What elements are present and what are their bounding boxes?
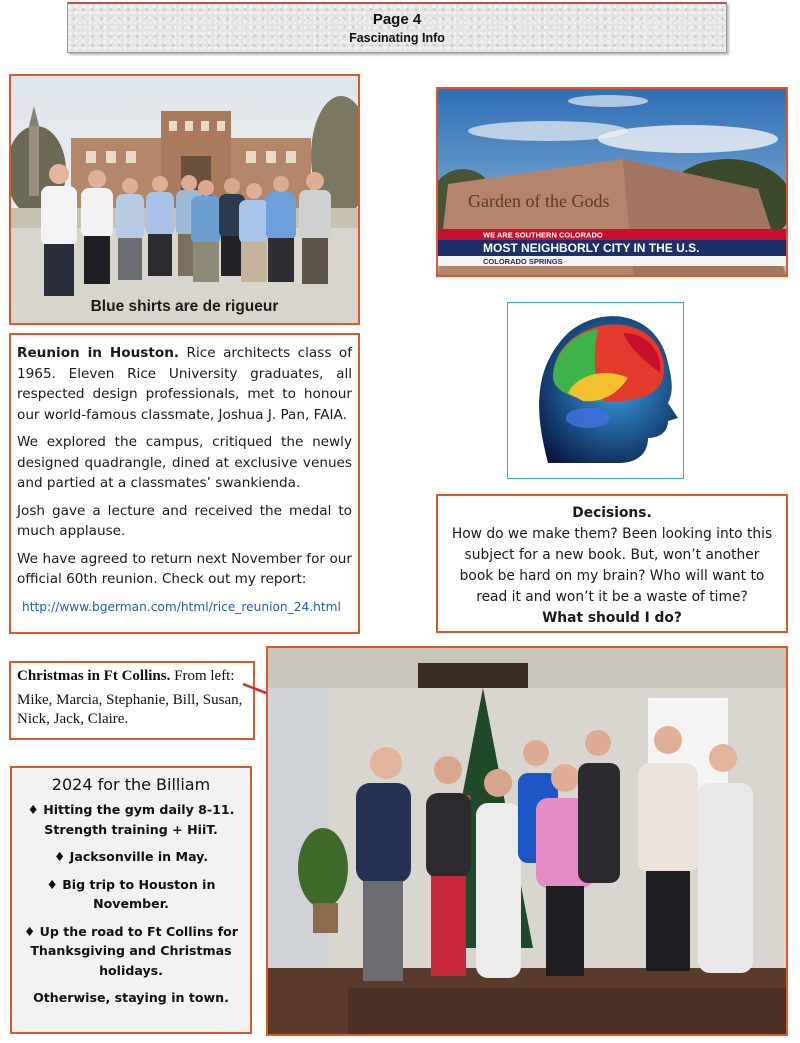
reunion-report-link[interactable]: http://www.bgerman.com/html/rice_reunion_24.html [22, 599, 341, 614]
houston-group-photo [9, 74, 360, 325]
reunion-para-1: Rice architects class of 1965. Eleven Rice University graduates, all respected design professionals, met to honour our world-famous classmate, Joshua J. Pan, FAIA. [17, 345, 353, 423]
brain-head-image [508, 303, 683, 478]
sign-garden-text: Garden of the Gods [468, 191, 610, 211]
christmas-caption [9, 661, 255, 740]
garden-of-the-gods-image [438, 89, 786, 275]
reunion-para-4: We have agreed to return next November for our official 60th reunion. Check out my report: [17, 550, 352, 587]
colorado-springs-photo [436, 87, 788, 277]
reunion-heading: Reunion in Houston. [17, 345, 180, 361]
reunion-para-2: We explored the campus, critiqued the newly designed quadrangle, dined at exclusive venues and partied at a classmates’ swankienda. [17, 434, 352, 491]
billiam-item-ft-collins: ♦ Up the road to Ft Collins for Thanksgiving and Christmas holidays. [23, 923, 239, 978]
billiam-2024-box [10, 766, 252, 1034]
billiam-item-otherwise: Otherwise, staying in town. [33, 990, 229, 1005]
billiam-item-jacksonville: ♦ Jacksonville in May. [53, 849, 209, 864]
banner-main-text: MOST NEIGHBORLY CITY IN THE U.S. [483, 241, 700, 255]
brain-illustration [507, 302, 684, 479]
christmas-family-photo [266, 646, 788, 1036]
decisions-box [436, 494, 788, 633]
family-photo-image [268, 648, 786, 1034]
page-subtitle: Fascinating Info [349, 31, 445, 45]
reunion-para-3: Josh gave a lecture and received the medal to much applause. [17, 502, 352, 539]
billiam-item-gym: ♦ Hitting the gym daily 8-11. Strength training + HiiT. [27, 802, 235, 837]
reunion-article [9, 333, 360, 634]
decisions-heading: Decisions. [572, 505, 652, 521]
page-header [67, 2, 727, 53]
page-number: Page 4 [372, 11, 422, 28]
houston-photo-image [11, 76, 358, 323]
decisions-closing: What should I do? [542, 610, 682, 626]
billiam-item-houston: ♦ Big trip to Houston in November. [46, 876, 216, 911]
decisions-body: How do we make them? Been looking into this subject for a new book. But, won’t another book be hard on my brain? Who will want to read it and won’t it be a waste of time? [451, 526, 773, 605]
christmas-heading: Christmas in Ft Collins. [17, 668, 171, 684]
banner-top-text: WE ARE SOUTHERN COLORADO [483, 230, 603, 240]
christmas-names: Mike, Marcia, Stephanie, Bill, Susan, Nick, Jack, Claire. [17, 692, 243, 727]
houston-photo-caption: Blue shirts are de rigueur [90, 298, 279, 315]
christmas-intro: From left: [170, 668, 235, 684]
banner-sub-text: COLORADO SPRINGS [483, 257, 563, 266]
billiam-title: 2024 for the Billiam [51, 775, 211, 794]
